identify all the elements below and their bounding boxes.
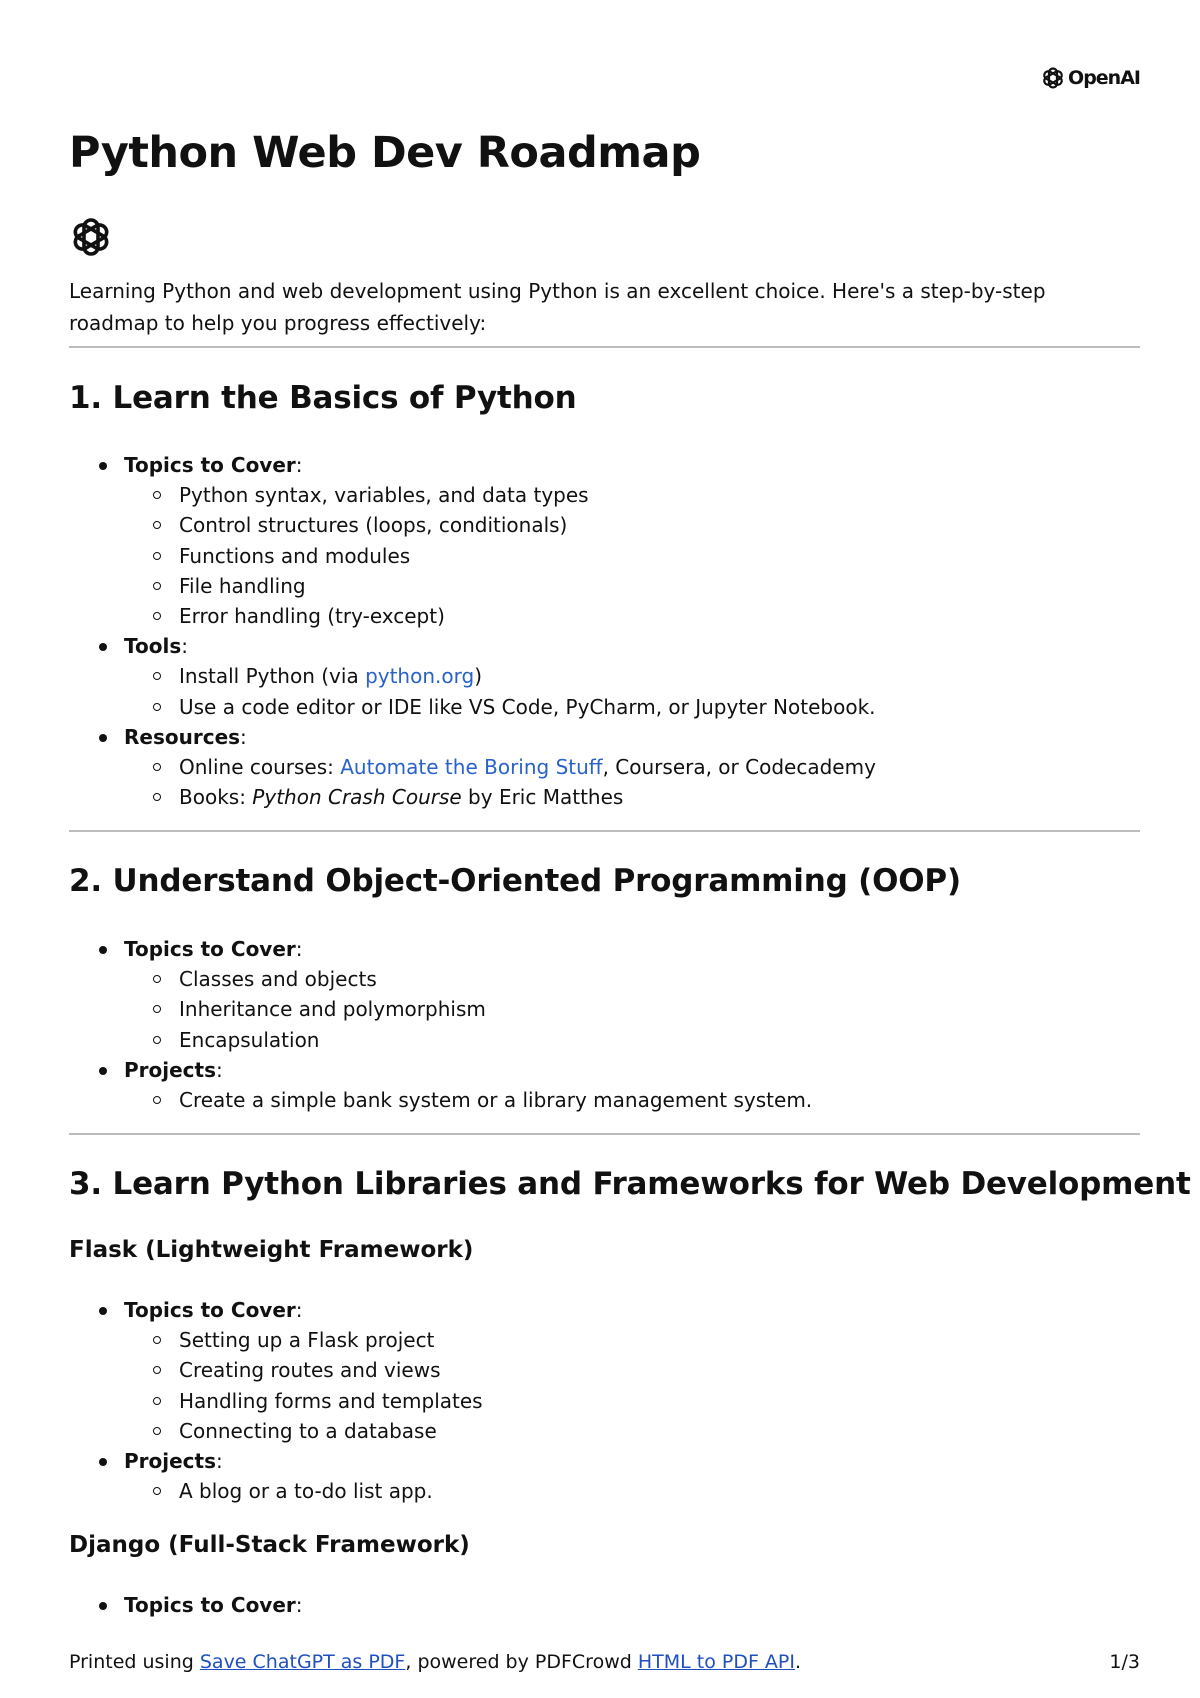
save-chatgpt-pdf-link[interactable]: Save ChatGPT as PDF <box>199 1651 406 1673</box>
python-org-link[interactable]: python.org <box>365 664 475 689</box>
list-item: Create a simple bank system or a library management system. <box>69 1085 1140 1115</box>
subheading-flask: Flask (Lightweight Framework) <box>69 1237 474 1263</box>
list-item: Projects: <box>69 1055 1140 1085</box>
intro-paragraph: Learning Python and web development using Python is an excellent choice. Here's a step-by-step roadmap to help you progress effectively: <box>69 279 1046 335</box>
list-item: Error handling (try-except) <box>69 601 1140 631</box>
list-item: Setting up a Flask project <box>69 1325 1140 1355</box>
list-item: File handling <box>69 571 1140 601</box>
section-heading-frameworks: 3. Learn Python Libraries and Frameworks for Web Development <box>69 1166 1191 1202</box>
list-item: Install Python (via python.org) <box>69 661 1140 691</box>
chatgpt-icon <box>69 215 113 259</box>
page-title: Python Web Dev Roadmap <box>69 128 701 178</box>
list-item: Inheritance and polymorphism <box>69 994 1140 1024</box>
list-item: Topics to Cover: <box>69 450 1140 480</box>
divider <box>69 1133 1140 1135</box>
document-page <box>69 0 1191 1698</box>
list-item: Topics to Cover: <box>69 1590 1140 1620</box>
list-item: Resources: <box>69 722 1140 752</box>
list-item: Classes and objects <box>69 964 1140 994</box>
section-list-flask <box>69 1295 1140 1506</box>
section-list-django <box>69 1590 1140 1620</box>
list-item: Books: Python Crash Course by Eric Matthes <box>69 782 1140 812</box>
list-item: Functions and modules <box>69 541 1140 571</box>
list-item: A blog or a to-do list app. <box>69 1476 1140 1506</box>
section-heading-basics: 1. Learn the Basics of Python <box>69 380 577 416</box>
automate-boring-stuff-link[interactable]: Automate the Boring Stuff <box>340 755 603 780</box>
brand-logo <box>1041 66 1140 90</box>
html-to-pdf-api-link[interactable]: HTML to PDF API <box>637 1651 795 1673</box>
list-item: Online courses: Automate the Boring Stuff, Coursera, or Codecademy <box>69 752 1140 782</box>
divider <box>69 830 1140 832</box>
subheading-django: Django (Full-Stack Framework) <box>69 1532 470 1558</box>
list-item: Topics to Cover: <box>69 934 1140 964</box>
list-item: Use a code editor or IDE like VS Code, PyCharm, or Jupyter Notebook. <box>69 692 1140 722</box>
page-number: 1/3 <box>1109 1651 1140 1673</box>
section-heading-oop: 2. Understand Object-Oriented Programming (OOP) <box>69 863 961 899</box>
brand-name: OpenAI <box>1068 67 1140 89</box>
list-item: Projects: <box>69 1446 1140 1476</box>
divider <box>69 346 1140 348</box>
list-item: Handling forms and templates <box>69 1386 1140 1416</box>
list-item: Creating routes and views <box>69 1355 1140 1385</box>
section-list-oop <box>69 934 1140 1115</box>
list-item: Python syntax, variables, and data types <box>69 480 1140 510</box>
list-item: Control structures (loops, conditionals) <box>69 510 1140 540</box>
list-item: Topics to Cover: <box>69 1295 1140 1325</box>
assistant-avatar <box>69 215 113 263</box>
list-item: Encapsulation <box>69 1025 1140 1055</box>
section-list-basics <box>69 450 1140 812</box>
list-item: Connecting to a database <box>69 1416 1140 1446</box>
print-footer: Printed using Save ChatGPT as PDF, powered by PDFCrowd HTML to PDF API. 1/3 <box>69 1651 1140 1673</box>
list-item: Tools: <box>69 631 1140 661</box>
openai-icon <box>1041 66 1065 90</box>
